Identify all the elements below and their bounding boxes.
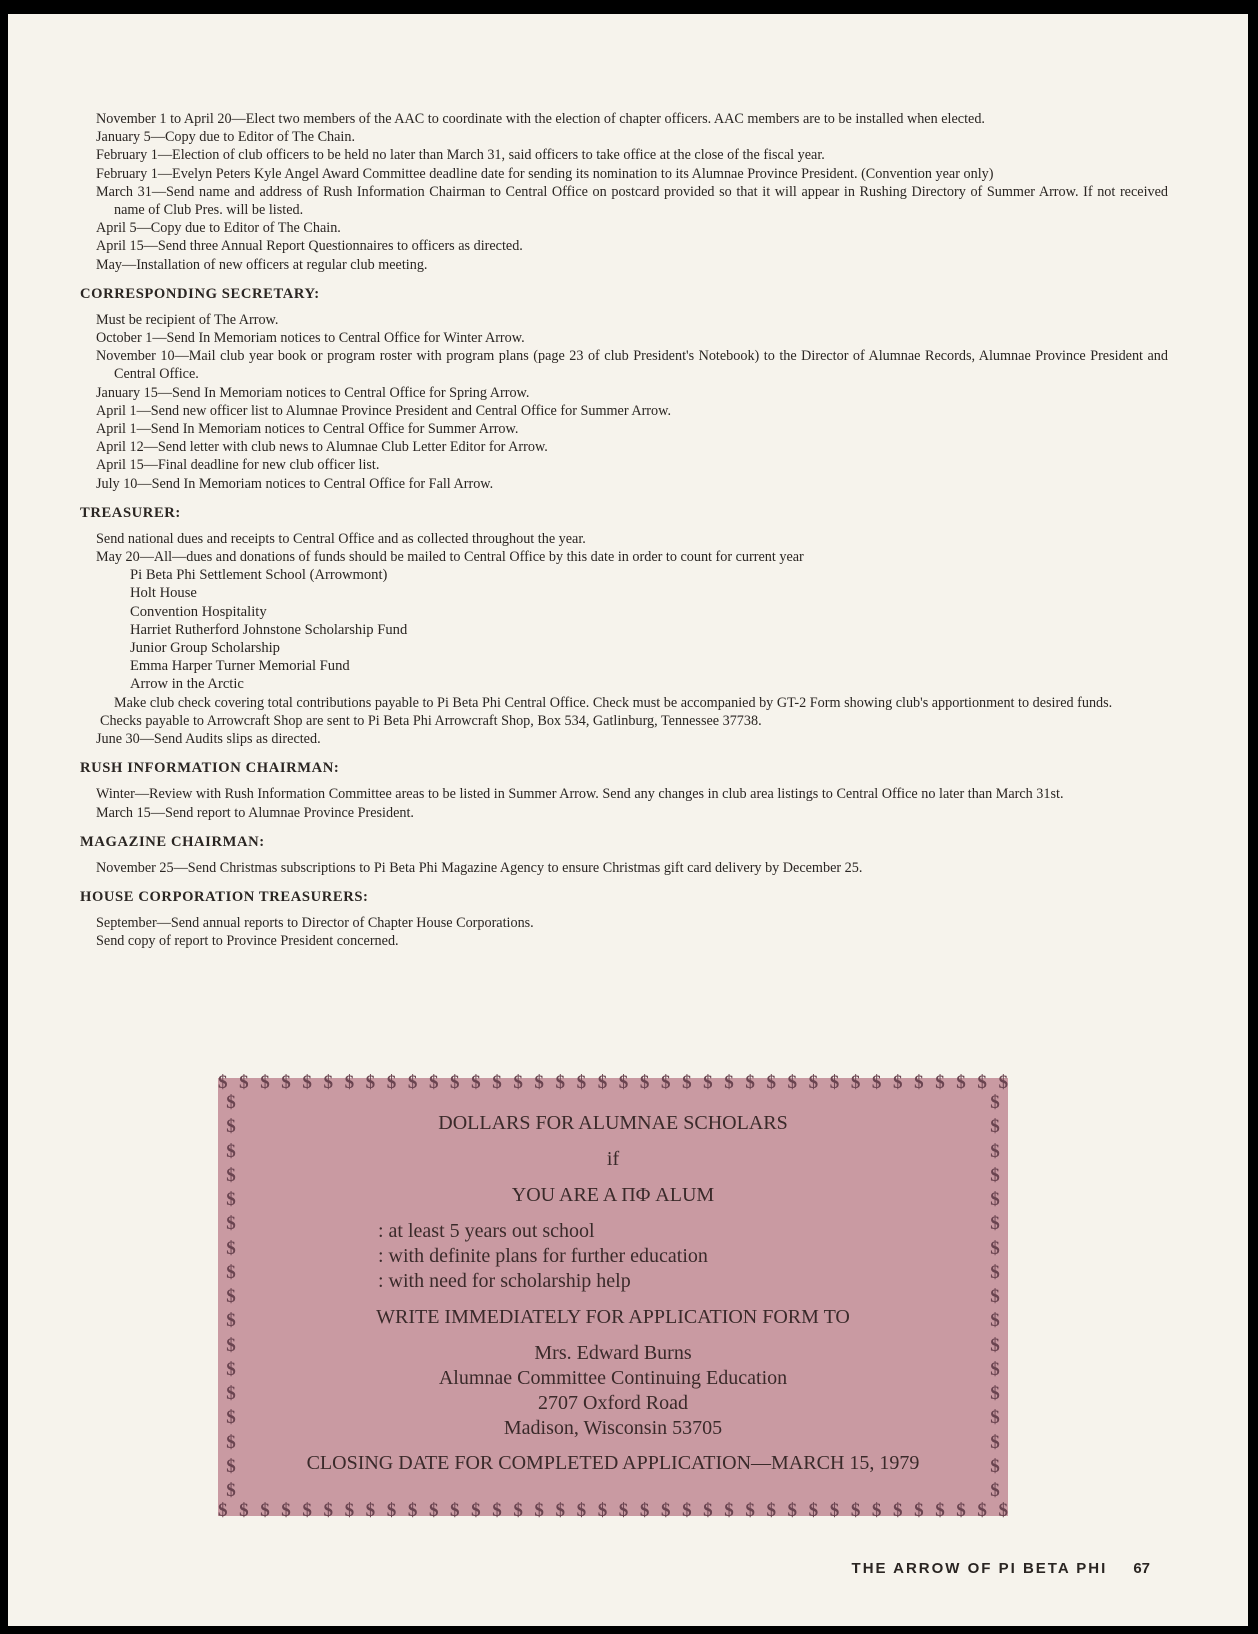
treasurer-section bbox=[68, 530, 1168, 748]
list-item: Checks payable to Arrowcraft Shop are sent to Pi Beta Phi Arrowcraft Shop, Box 534, Gatlinburg, Tennessee 37738. bbox=[100, 712, 762, 729]
dollar-sign-glyph: $ bbox=[990, 1213, 1000, 1235]
dollar-sign-glyph: $ bbox=[281, 1072, 291, 1093]
dollar-sign-glyph: $ bbox=[724, 1500, 734, 1521]
dollar-sign-glyph: $ bbox=[226, 1383, 236, 1404]
list-item: Winter—Review with Rush Information Committee areas to be listed in Summer Arrow. Send any changes in club area listings to Central Office no later than March 31st. bbox=[96, 786, 1064, 803]
dollar-sign-glyph: $ bbox=[990, 1237, 1000, 1259]
dollar-sign-glyph: $ bbox=[471, 1072, 481, 1093]
dollar-sign-glyph: $ bbox=[990, 1480, 1000, 1501]
ad-address-line: Mrs. Edward Burns bbox=[534, 1342, 692, 1364]
dollar-sign-glyph: $ bbox=[990, 1455, 1000, 1477]
page-number: 67 bbox=[1133, 1560, 1150, 1577]
dollar-sign-glyph: $ bbox=[450, 1500, 460, 1521]
dollar-sign-glyph: $ bbox=[576, 1500, 587, 1521]
dollar-sign-glyph: $ bbox=[990, 1383, 1000, 1404]
dollar-sign-glyph: $ bbox=[239, 1500, 249, 1521]
dollar-sign-glyph: $ bbox=[226, 1358, 236, 1380]
dollar-sign-glyph: $ bbox=[226, 1310, 236, 1332]
list-item: Must be recipient of The Arrow. bbox=[96, 311, 279, 328]
dollar-sign-glyph: $ bbox=[829, 1072, 840, 1093]
dollar-sign-glyph: $ bbox=[226, 1334, 236, 1356]
dollar-sign-glyph: $ bbox=[998, 1500, 1008, 1521]
dollar-sign-glyph: $ bbox=[513, 1500, 523, 1521]
list-item: May—Installation of new officers at regular club meeting. bbox=[96, 256, 428, 273]
dollar-sign-glyph: $ bbox=[226, 1092, 236, 1113]
dollar-sign-glyph: $ bbox=[365, 1072, 376, 1093]
president-section bbox=[68, 110, 1168, 274]
dollar-sign-glyph: $ bbox=[492, 1500, 502, 1521]
ad-address-line: Madison, Wisconsin 53705 bbox=[503, 1417, 723, 1439]
list-item: Send copy of report to Province President concerned. bbox=[96, 933, 399, 950]
section-heading-rush: RUSH INFORMATION CHAIRMAN: bbox=[80, 760, 340, 777]
ad-address-line: Alumnae Committee Continuing Education bbox=[438, 1367, 788, 1389]
ad-alum-line: YOU ARE A ΠΦ ALUM bbox=[511, 1184, 715, 1206]
list-item: April 15—Final deadline for new club officer list. bbox=[96, 457, 380, 474]
dollar-sign-glyph: $ bbox=[226, 1213, 236, 1235]
dollar-sign-glyph: $ bbox=[787, 1072, 798, 1093]
list-item: April 5—Copy due to Editor of The Chain. bbox=[96, 220, 341, 237]
dollar-sign-glyph: $ bbox=[682, 1072, 692, 1093]
dollar-sign-glyph: $ bbox=[226, 1189, 236, 1210]
list-item: Send national dues and receipts to Central Office and as collected throughout the year. bbox=[96, 530, 586, 547]
ad-if: if bbox=[606, 1148, 620, 1170]
dollar-sign-glyph: $ bbox=[990, 1261, 1000, 1283]
dollar-sign-glyph: $ bbox=[323, 1500, 333, 1521]
list-item: April 15—Send three Annual Report Questionnaires to officers as directed. bbox=[96, 238, 523, 255]
dollar-sign-glyph: $ bbox=[555, 1072, 565, 1093]
dollar-sign-glyph: $ bbox=[990, 1431, 1000, 1453]
dollar-sign-glyph: $ bbox=[555, 1500, 565, 1521]
dollar-sign-glyph: $ bbox=[323, 1072, 333, 1093]
dollar-sign-glyph: $ bbox=[226, 1237, 236, 1259]
dollar-sign-glyph: $ bbox=[513, 1072, 523, 1093]
dollar-sign-glyph: $ bbox=[344, 1500, 355, 1521]
list-item: November 1 to April 20—Elect two members of the AAC to coordinate with the election of chapter officers. AAC members are to be installed when elected. bbox=[96, 111, 985, 127]
dollar-sign-glyph: $ bbox=[226, 1286, 236, 1307]
dollar-sign-glyph: $ bbox=[990, 1092, 1000, 1113]
dollar-sign-glyph: $ bbox=[218, 1500, 228, 1521]
dollar-sign-glyph: $ bbox=[935, 1500, 945, 1521]
dollar-sign-glyph: $ bbox=[226, 1431, 236, 1453]
dollar-sign-glyph: $ bbox=[450, 1072, 460, 1093]
page-footer bbox=[852, 1560, 1150, 1577]
list-item: September—Send annual reports to Director of Chapter House Corporations. bbox=[96, 914, 534, 931]
list-item: May 20—All—dues and donations of funds should be mailed to Central Office by this date in order to count for current year bbox=[96, 549, 804, 566]
dollar-sign-glyph: $ bbox=[407, 1500, 418, 1521]
list-item: June 30—Send Audits slips as directed. bbox=[96, 731, 321, 748]
dollar-sign-glyph: $ bbox=[990, 1189, 1000, 1210]
dollar-sign-glyph: $ bbox=[239, 1072, 249, 1093]
ad-write-line: WRITE IMMEDIATELY FOR APPLICATION FORM TO bbox=[376, 1306, 850, 1328]
fund-item: Holt House bbox=[130, 585, 197, 602]
list-item: January 15—Send In Memoriam notices to Central Office for Spring Arrow. bbox=[96, 384, 530, 401]
dollar-sign-glyph: $ bbox=[226, 1164, 236, 1186]
dollar-sign-glyph: $ bbox=[597, 1500, 608, 1521]
dollar-sign-glyph: $ bbox=[766, 1500, 776, 1521]
ad-criterion: : with definite plans for further education bbox=[378, 1245, 708, 1267]
dollar-sign-glyph: $ bbox=[990, 1286, 1000, 1307]
dollar-sign-glyph: $ bbox=[534, 1072, 544, 1093]
section-heading-house-corporation: HOUSE CORPORATION TREASURERS: bbox=[80, 888, 369, 905]
dollar-sign-glyph: $ bbox=[597, 1072, 608, 1093]
ad-criterion: : with need for scholarship help bbox=[378, 1270, 631, 1292]
fund-item: Arrow in the Arctic bbox=[130, 676, 244, 693]
list-item: November 10—Mail club year book or program roster with program plans (page 23 of club President's Notebook) to the Director of Alumnae Records, Alumnae Province President and Central Office. bbox=[96, 348, 1168, 383]
dollar-sign-glyph: $ bbox=[226, 1261, 236, 1283]
list-item: November 25—Send Christmas subscriptions to Pi Beta Phi Magazine Agency to ensure Christmas gift card delivery by December 25. bbox=[96, 859, 863, 876]
dollar-sign-glyph: $ bbox=[745, 1500, 755, 1521]
dollar-sign-glyph: $ bbox=[990, 1116, 1000, 1138]
dollar-sign-glyph: $ bbox=[618, 1072, 629, 1093]
dollar-sign-glyph: $ bbox=[639, 1500, 650, 1521]
dollar-sign-glyph: $ bbox=[829, 1500, 840, 1521]
dollar-border-bottom bbox=[218, 1500, 1008, 1524]
ad-criterion: : at least 5 years out school bbox=[378, 1220, 595, 1242]
dollar-sign-glyph: $ bbox=[302, 1072, 312, 1093]
list-item: April 1—Send In Memoriam notices to Central Office for Summer Arrow. bbox=[96, 421, 519, 438]
dollar-sign-glyph: $ bbox=[226, 1407, 236, 1429]
dollar-sign-glyph: $ bbox=[990, 1164, 1000, 1186]
ad-title: DOLLARS FOR ALUMNAE SCHOLARS bbox=[438, 1112, 788, 1134]
dollar-sign-glyph: $ bbox=[226, 1455, 236, 1477]
dollar-sign-glyph: $ bbox=[787, 1500, 798, 1521]
dollar-sign-glyph: $ bbox=[344, 1072, 355, 1093]
dollar-sign-glyph: $ bbox=[808, 1072, 819, 1093]
ad-address-line: 2707 Oxford Road bbox=[538, 1392, 688, 1414]
dollar-sign-glyph: $ bbox=[703, 1072, 713, 1093]
dollar-sign-glyph: $ bbox=[956, 1500, 966, 1521]
dollar-sign-glyph: $ bbox=[935, 1072, 945, 1093]
section-heading-corresponding-secretary: CORRESPONDING SECRETARY: bbox=[80, 285, 320, 302]
dollar-sign-glyph: $ bbox=[724, 1072, 734, 1093]
dollar-sign-glyph: $ bbox=[990, 1140, 1000, 1162]
dollar-sign-glyph: $ bbox=[428, 1500, 439, 1521]
document-body bbox=[68, 110, 1168, 950]
corresponding-secretary-section bbox=[68, 311, 1168, 493]
dollar-sign-glyph: $ bbox=[893, 1072, 903, 1093]
dollar-sign-glyph: $ bbox=[977, 1072, 987, 1093]
list-item: April 1—Send new officer list to Alumnae Province President and Central Office for Summer Arrow. bbox=[96, 402, 671, 419]
list-item: July 10—Send In Memoriam notices to Central Office for Fall Arrow. bbox=[96, 475, 494, 492]
dollar-sign-glyph: $ bbox=[990, 1334, 1000, 1356]
list-item: March 31—Send name and address of Rush Information Chairman to Central Office on postcard provided so that it will appear in Rushing Directory of Summer Arrow. If not received name of Club Pres. will be listed. bbox=[96, 183, 1168, 219]
dollar-sign-glyph: $ bbox=[871, 1072, 882, 1093]
list-item: February 1—Evelyn Peters Kyle Angel Award Committee deadline date for sending its nomination to its Alumnae Province President. (Convention year only) bbox=[96, 165, 994, 182]
dollar-sign-glyph: $ bbox=[850, 1500, 861, 1521]
dollar-sign-glyph: $ bbox=[226, 1116, 236, 1138]
fund-item: Harriet Rutherford Johnstone Scholarship Fund bbox=[130, 621, 408, 638]
dollar-sign-glyph: $ bbox=[977, 1500, 987, 1521]
dollar-sign-glyph: $ bbox=[218, 1072, 228, 1093]
dollar-sign-glyph: $ bbox=[534, 1500, 544, 1521]
dollar-sign-glyph: $ bbox=[808, 1500, 819, 1521]
dollar-sign-glyph: $ bbox=[407, 1072, 418, 1093]
dollar-sign-glyph: $ bbox=[260, 1072, 270, 1093]
house-corporation-section bbox=[68, 914, 1168, 950]
list-item: Make club check covering total contributions payable to Pi Beta Phi Central Office. Check must be accompanied by GT-2 Form showing club's apportionment to desired funds. bbox=[114, 694, 1113, 711]
dollar-sign-glyph: $ bbox=[639, 1072, 650, 1093]
fund-item: Junior Group Scholarship bbox=[130, 640, 280, 657]
dollar-sign-glyph: $ bbox=[302, 1500, 312, 1521]
footer-title: THE ARROW OF PI BETA PHI bbox=[851, 1560, 1108, 1577]
dollar-sign-glyph: $ bbox=[660, 1072, 671, 1093]
dollar-border-top bbox=[218, 1072, 1008, 1096]
dollar-sign-glyph: $ bbox=[576, 1072, 587, 1093]
dollar-sign-glyph: $ bbox=[745, 1072, 755, 1093]
dollar-sign-glyph: $ bbox=[682, 1500, 692, 1521]
dollar-sign-glyph: $ bbox=[998, 1072, 1008, 1093]
dollar-sign-glyph: $ bbox=[766, 1072, 776, 1093]
dollar-sign-glyph: $ bbox=[386, 1072, 397, 1093]
dollar-sign-glyph: $ bbox=[914, 1500, 924, 1521]
dollar-sign-glyph: $ bbox=[618, 1500, 629, 1521]
dollar-sign-glyph: $ bbox=[365, 1500, 376, 1521]
dollar-sign-glyph: $ bbox=[226, 1480, 236, 1501]
list-item: February 1—Election of club officers to be held no later than March 31, said officers to take office at the close of the fiscal year. bbox=[96, 147, 825, 164]
dollar-sign-glyph: $ bbox=[471, 1500, 481, 1521]
list-item: April 12—Send letter with club news to Alumnae Club Letter Editor for Arrow. bbox=[96, 439, 548, 456]
dollar-sign-glyph: $ bbox=[703, 1500, 713, 1521]
fund-item: Pi Beta Phi Settlement School (Arrowmont) bbox=[130, 567, 388, 584]
dollar-sign-glyph: $ bbox=[893, 1500, 903, 1521]
dollar-sign-glyph: $ bbox=[990, 1407, 1000, 1429]
section-heading-magazine: MAGAZINE CHAIRMAN: bbox=[80, 833, 265, 850]
list-item: January 5—Copy due to Editor of The Chain. bbox=[96, 129, 356, 146]
rush-section bbox=[68, 785, 1168, 821]
ad-closing-date: CLOSING DATE FOR COMPLETED APPLICATION—MARCH 15, 1979 bbox=[306, 1452, 920, 1474]
dollar-sign-glyph: $ bbox=[850, 1072, 861, 1093]
dollar-sign-glyph: $ bbox=[226, 1140, 236, 1162]
section-heading-treasurer: TREASURER: bbox=[80, 504, 181, 521]
magazine-section bbox=[68, 859, 1168, 877]
dollar-sign-glyph: $ bbox=[990, 1310, 1000, 1332]
dollar-sign-glyph: $ bbox=[492, 1072, 502, 1093]
list-item: March 15—Send report to Alumnae Province President. bbox=[96, 804, 414, 821]
dollar-sign-glyph: $ bbox=[428, 1072, 439, 1093]
dollar-sign-glyph: $ bbox=[956, 1072, 966, 1093]
dollar-sign-glyph: $ bbox=[660, 1500, 671, 1521]
fund-item: Convention Hospitality bbox=[130, 603, 267, 620]
dollar-sign-glyph: $ bbox=[871, 1500, 882, 1521]
dollar-sign-glyph: $ bbox=[914, 1072, 924, 1093]
fund-item: Emma Harper Turner Memorial Fund bbox=[130, 658, 350, 675]
dollar-sign-glyph: $ bbox=[990, 1358, 1000, 1380]
list-item: October 1—Send In Memoriam notices to Central Office for Winter Arrow. bbox=[96, 330, 525, 347]
dollar-sign-glyph: $ bbox=[260, 1500, 270, 1521]
dollar-sign-glyph: $ bbox=[386, 1500, 397, 1521]
dollar-sign-glyph: $ bbox=[281, 1500, 291, 1521]
scholarship-ad-box bbox=[218, 1072, 1008, 1521]
